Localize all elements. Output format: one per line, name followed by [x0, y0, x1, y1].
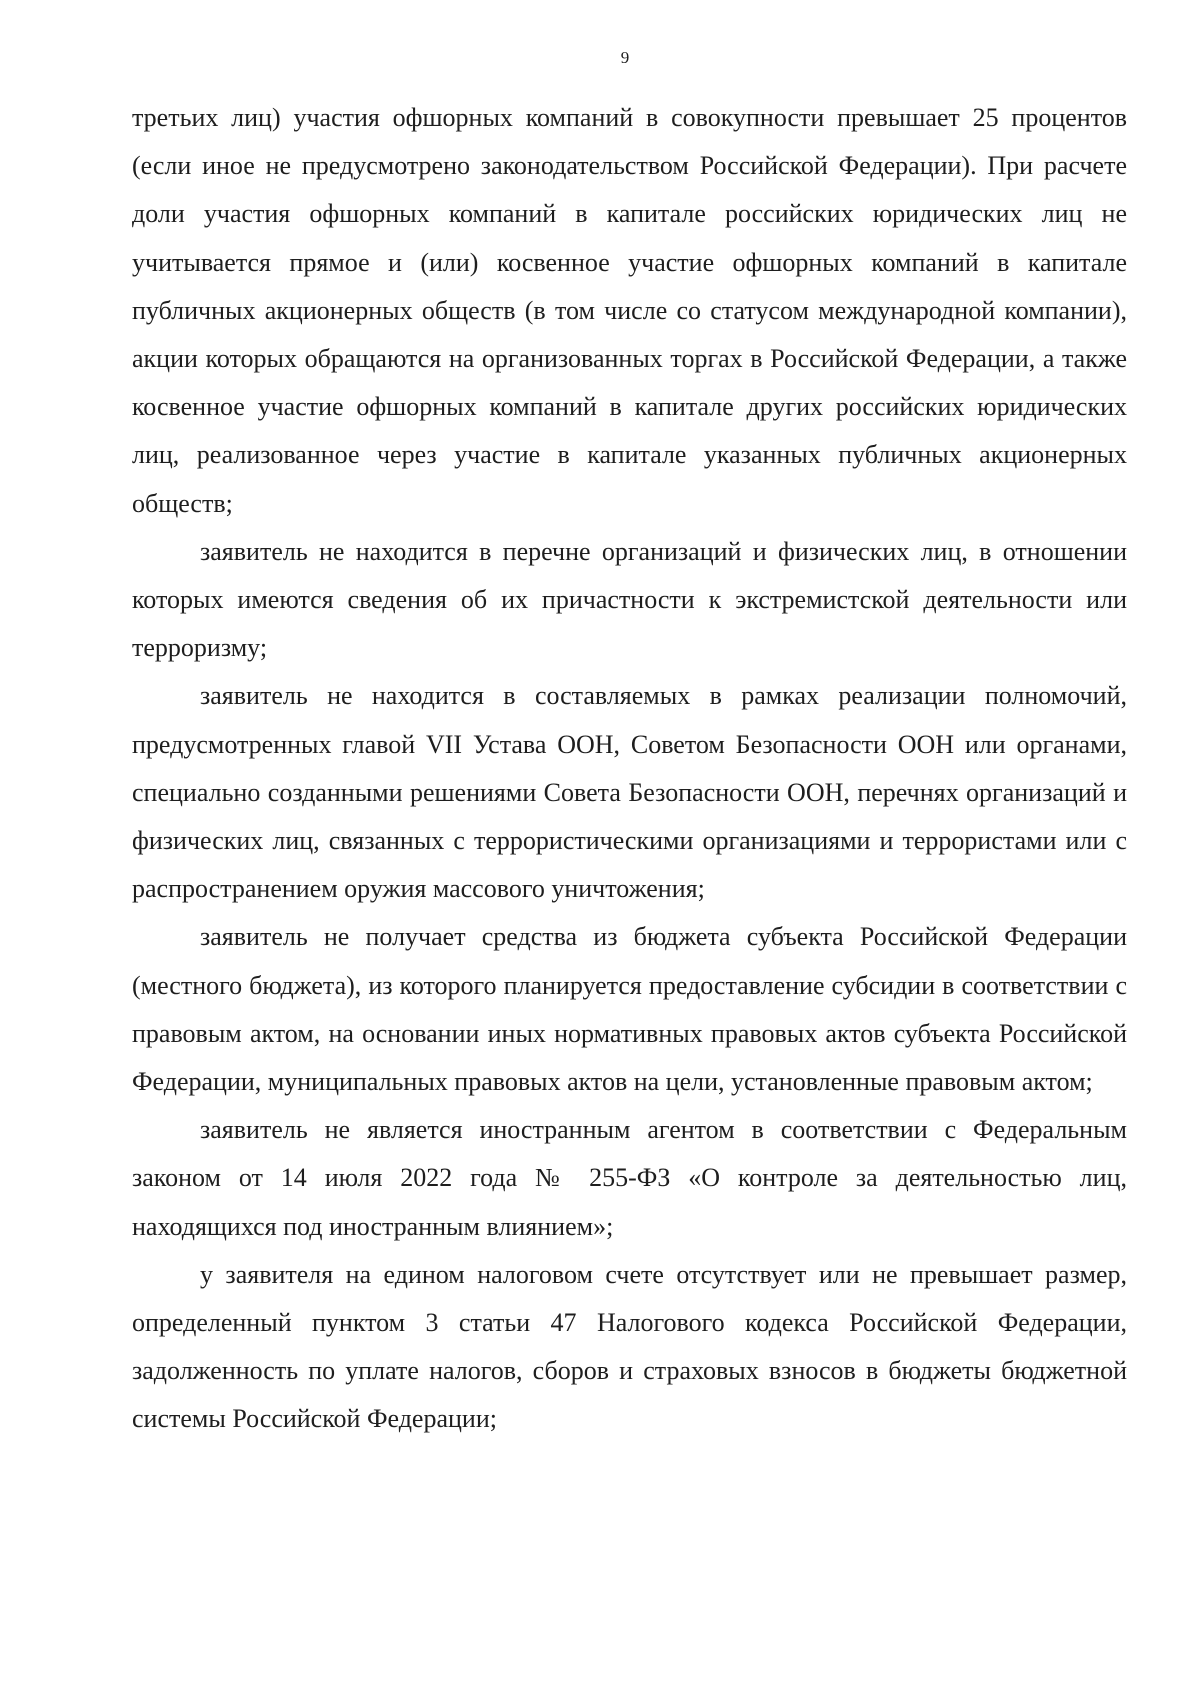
paragraph-tax-debt: у заявителя на едином налоговом счете отсутствует или не превышает размер, определенный пунктом 3 статьи 47 Налогового кодекса Российской Федерации, задолженность по уплате налогов, сборов и страховых взносов в бюджеты бюджетной системы Российской Федерации;: [132, 1259, 1127, 1434]
paragraph-foreign-agent: заявитель не является иностранным агентом в соответствии с Федеральным законом от 14 июля 2022 года № 255-ФЗ «О контроле за деятельностью лиц, находящихся под иностранным влиянием»;: [132, 1115, 1127, 1241]
paragraph-budget-funds: заявитель не получает средства из бюджета субъекта Российской Федерации (местного бюджета), из которого планируется предоставление субсидии в соответствии с правовым актом, на основании иных нормативных правовых актов субъекта Российской Федерации, муниципальных правовых актов на цели, установленные правовым актом;: [132, 922, 1127, 1097]
paragraph-un-sanctions-list: заявитель не находится в составляемых в рамках реализации полномочий, предусмотренных главой VII Устава ООН, Советом Безопасности ООН или органами, специально созданными решениями Совета Безопасности ООН, перечнях организаций и физических лиц, связанных с террористическими организациями и террористами или с распространением оружия массового уничтожения;: [132, 681, 1127, 904]
paragraph-offshore-participation: третьих лиц) участия офшорных компаний в совокупности превышает 25 процентов (если иное не предусмотрено законодательством Российской Федерации). При расчете доли участия офшорных компаний в капитале российских юридических лиц не учитывается прямое и (или) косвенное участие офшорных компаний в капитале публичных акционерных обществ (в том числе со статусом международной компании), акции которых обращаются на организованных торгах в Российской Федерации, а также косвенное участие офшорных компаний в капитале других российских юридических лиц, реализованное через участие в капитале указанных публичных акционерных обществ;: [132, 103, 1127, 518]
paragraph-extremism-list: заявитель не находится в перечне организаций и физических лиц, в отношении которых имеются сведения об их причастности к экстремистской деятельности или терроризму;: [132, 536, 1127, 663]
page-number: 9: [620, 48, 630, 67]
document-body: [132, 94, 1127, 1444]
